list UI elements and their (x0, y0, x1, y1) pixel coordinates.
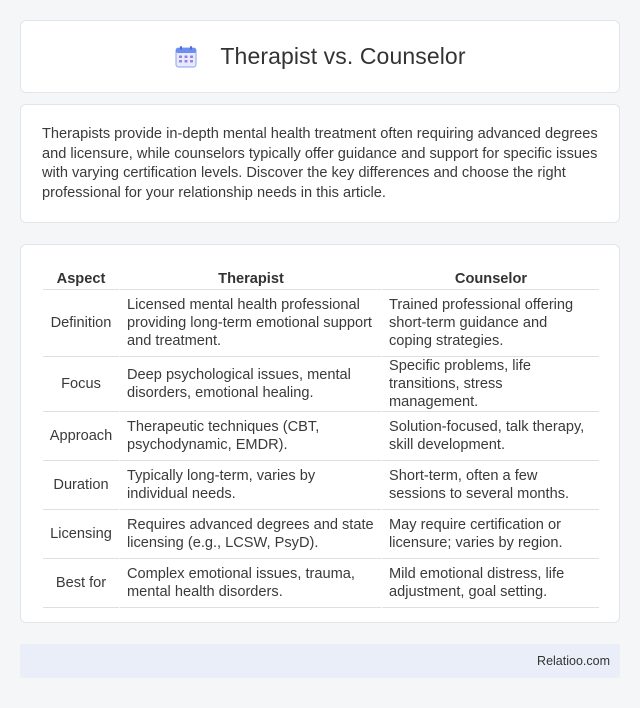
counselor-cell: Solution-focused, talk therapy, skill development. (381, 412, 599, 461)
intro-card (20, 104, 620, 223)
table-row (43, 461, 599, 510)
table-row (43, 290, 599, 357)
counselor-cell: May require certification or licensure; varies by region. (381, 510, 599, 559)
footer (20, 644, 620, 678)
counselor-cell: Mild emotional distress, life adjustment, goal setting. (381, 559, 599, 608)
header-counselor: Counselor (381, 263, 599, 290)
therapist-cell: Typically long-term, varies by individual needs. (119, 461, 381, 510)
aspect-cell: Duration (43, 461, 119, 510)
counselor-cell: Trained professional offering short-term guidance and coping strategies. (381, 290, 599, 357)
table-header-row (43, 263, 599, 290)
therapist-cell: Therapeutic techniques (CBT, psychodynamic, EMDR). (119, 412, 381, 461)
counselor-cell: Short-term, often a few sessions to several months. (381, 461, 599, 510)
therapist-cell: Requires advanced degrees and state licensing (e.g., LCSW, PsyD). (119, 510, 381, 559)
comparison-table-card (20, 244, 620, 623)
page-title: Therapist vs. Counselor (220, 43, 466, 69)
title-card (20, 20, 620, 93)
aspect-cell: Best for (43, 559, 119, 608)
aspect-cell: Licensing (43, 510, 119, 559)
footer-site-name: Relatioo.com (537, 654, 610, 668)
therapist-cell: Complex emotional issues, trauma, mental health disorders. (119, 559, 381, 608)
therapist-cell: Deep psychological issues, mental disorders, emotional healing. (119, 357, 381, 412)
header-therapist: Therapist (119, 263, 381, 290)
table-row (43, 357, 599, 412)
table-row (43, 412, 599, 461)
comparison-table (43, 263, 599, 608)
header-aspect: Aspect (43, 263, 119, 290)
aspect-cell: Approach (43, 412, 119, 461)
table-row (43, 559, 599, 608)
calendar-icon (174, 45, 198, 69)
table-row (43, 510, 599, 559)
counselor-cell: Specific problems, life transitions, stress management. (381, 357, 599, 412)
intro-text: Therapists provide in-depth mental health treatment often requiring advanced degrees and licensure, while counselors typically offer guidance and support for specific issues with varying certification levels. Discover the key differences and choose the right professional for your relationship needs in this article. (42, 126, 598, 201)
aspect-cell: Focus (43, 357, 119, 412)
aspect-cell: Definition (43, 290, 119, 357)
therapist-cell: Licensed mental health professional providing long-term emotional support and treatment. (119, 290, 381, 357)
